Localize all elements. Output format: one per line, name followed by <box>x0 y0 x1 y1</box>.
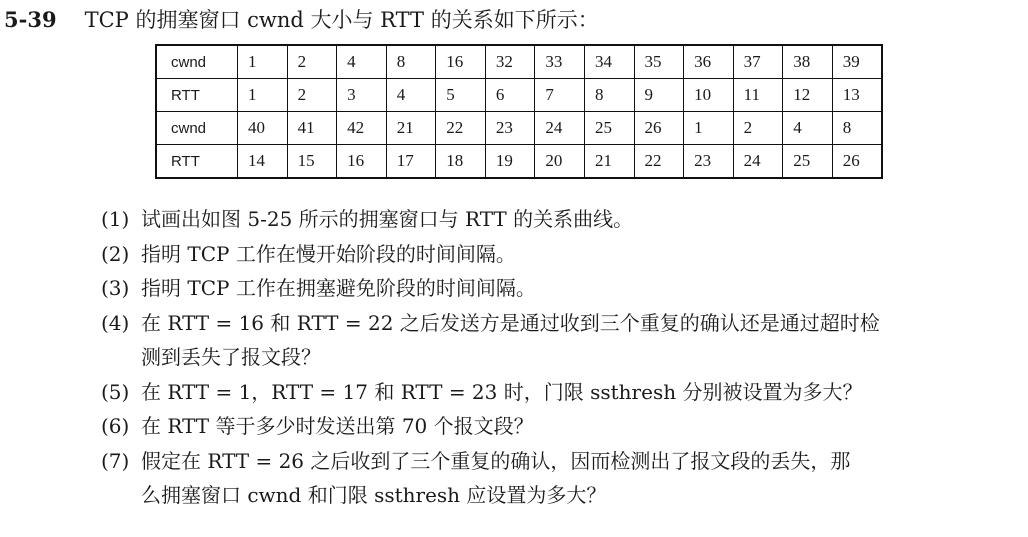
table-cell: 1 <box>238 79 288 112</box>
table-cell: 32 <box>485 45 535 79</box>
question-number: (7) <box>101 448 130 473</box>
table-cell: 36 <box>684 45 734 79</box>
table-cell: 22 <box>634 145 684 179</box>
question-body <box>141 444 1006 513</box>
table-cell: 24 <box>733 145 783 179</box>
table-row <box>156 79 882 112</box>
question-body <box>141 306 1006 375</box>
table-cell: 26 <box>832 145 882 179</box>
question-text: 试画出如图 5-25 所示的拥塞窗口与 RTT 的关系曲线。 <box>141 207 634 231</box>
problem-number: 5-39 <box>4 7 57 32</box>
question-continuation: 测到丢失了报文段？ <box>141 345 321 369</box>
table-cell: 17 <box>386 145 436 179</box>
table-cell: 41 <box>287 112 337 145</box>
cwnd-rtt-table <box>155 44 883 179</box>
table-cell: 42 <box>337 112 387 145</box>
row-label: cwnd <box>156 45 238 79</box>
question-number: (1) <box>101 207 130 231</box>
table-cell: 7 <box>535 79 585 112</box>
question-6 <box>101 409 1006 444</box>
table-cell: 8 <box>584 79 634 112</box>
table-cell: 24 <box>535 112 585 145</box>
question-7 <box>101 444 1006 513</box>
question-3 <box>101 271 1006 306</box>
table-cell: 11 <box>733 79 783 112</box>
table-cell: 16 <box>337 145 387 179</box>
table-cell: 15 <box>287 145 337 179</box>
question-number: (5) <box>101 379 130 404</box>
question-text: 指明 TCP 工作在拥塞避免阶段的时间间隔。 <box>141 276 536 300</box>
row-label: cwnd <box>156 112 238 145</box>
table-cell: 5 <box>436 79 486 112</box>
question-number: (4) <box>101 310 130 335</box>
question-1 <box>101 202 1006 237</box>
question-continuation: 么拥塞窗口 cwnd 和门限 ssthresh 应设置为多大？ <box>141 483 607 507</box>
table-cell: 18 <box>436 145 486 179</box>
question-text: 假定在 RTT = 26 之后收到了三个重复的确认，因而检测出了报文段的丢失，那 <box>141 448 851 473</box>
table-cell: 40 <box>238 112 288 145</box>
question-text: 在 RTT 等于多少时发送出第 70 个报文段？ <box>141 414 534 438</box>
table-cell: 8 <box>832 112 882 145</box>
table-cell: 38 <box>783 45 833 79</box>
row-label: RTT <box>156 79 238 112</box>
table-cell: 34 <box>584 45 634 79</box>
table-cell: 1 <box>684 112 734 145</box>
table-cell: 16 <box>436 45 486 79</box>
table-cell: 35 <box>634 45 684 79</box>
table-row <box>156 45 882 79</box>
table-cell: 6 <box>485 79 535 112</box>
table-cell: 2 <box>733 112 783 145</box>
table-cell: 20 <box>535 145 585 179</box>
question-text: 在 RTT = 1，RTT = 17 和 RTT = 23 时，门限 ssthresh 分别被设置为多大？ <box>141 379 863 404</box>
table-cell: 21 <box>386 112 436 145</box>
table-cell: 4 <box>386 79 436 112</box>
row-label: RTT <box>156 145 238 179</box>
table-cell: 26 <box>634 112 684 145</box>
table-cell: 22 <box>436 112 486 145</box>
table-cell: 19 <box>485 145 535 179</box>
question-number: (3) <box>101 276 130 300</box>
question-number: (6) <box>101 414 130 438</box>
question-number: (2) <box>101 241 130 266</box>
question-4 <box>101 306 1006 375</box>
table-cell: 9 <box>634 79 684 112</box>
table-cell: 2 <box>287 79 337 112</box>
question-text: 在 RTT = 16 和 RTT = 22 之后发送方是通过收到三个重复的确认还是通过超时检 <box>141 310 880 335</box>
question-5 <box>101 375 1006 410</box>
table-cell: 2 <box>287 45 337 79</box>
table-row <box>156 145 882 179</box>
table-cell: 37 <box>733 45 783 79</box>
table-cell: 39 <box>832 45 882 79</box>
question-2 <box>101 237 1006 272</box>
table-cell: 13 <box>832 79 882 112</box>
table-row <box>156 112 882 145</box>
table-cell: 1 <box>238 45 288 79</box>
table-cell: 10 <box>684 79 734 112</box>
table-cell: 14 <box>238 145 288 179</box>
table-cell: 33 <box>535 45 585 79</box>
table-cell: 4 <box>783 112 833 145</box>
table-cell: 25 <box>783 145 833 179</box>
table-cell: 4 <box>337 45 387 79</box>
problem-heading <box>4 6 599 34</box>
table-cell: 8 <box>386 45 436 79</box>
table-cell: 23 <box>684 145 734 179</box>
problem-title: TCP 的拥塞窗口 cwnd 大小与 RTT 的关系如下所示： <box>84 8 599 32</box>
table-cell: 3 <box>337 79 387 112</box>
question-text: 指明 TCP 工作在慢开始阶段的时间间隔。 <box>141 241 516 266</box>
question-list <box>101 202 1006 513</box>
table-cell: 12 <box>783 79 833 112</box>
table-cell: 23 <box>485 112 535 145</box>
table-cell: 25 <box>584 112 634 145</box>
table-cell: 21 <box>584 145 634 179</box>
